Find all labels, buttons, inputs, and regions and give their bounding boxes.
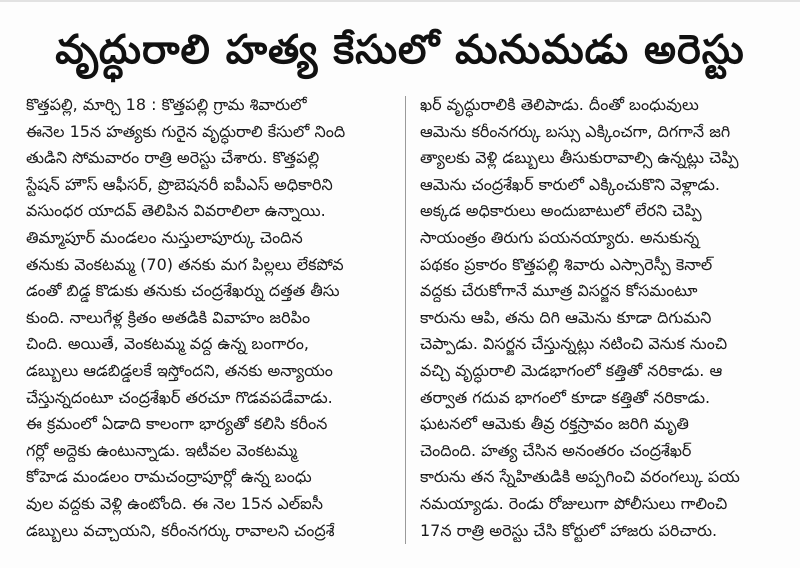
body-line: వుల వద్దకు వెళ్లి ఉంటోంది. ఈ నెల 15న ఎల్ఐసీ xyxy=(26,493,324,513)
body-line: డంతో బిడ్డ కొడుకు తనుకు చంద్రశేఖర్ను దత్తత తీసు xyxy=(26,281,340,301)
body-line: కారును ఆపి, తను దిగి ఆమెను కూడా దిగుమని xyxy=(420,307,712,327)
body-line: చేస్తున్నదంటూ చంద్రశేఖర్ తరచూ గొడవపడేవాడు. xyxy=(26,387,333,407)
article-column-right xyxy=(420,92,774,544)
body-line: నమయ్యాడు. రెండు రోజులుగా పోలీసులు గాలించి xyxy=(420,493,728,513)
article-column-left xyxy=(26,92,394,544)
body-line: ఆమెను కరీంనగర్కు బస్సు ఎక్కించగా, దిగగానే జగి xyxy=(420,121,731,141)
body-line: డబ్బులు ఆడబిడ్డలకే ఇస్తోందని, తనకు అన్యాయం xyxy=(26,360,333,380)
body-line: వచ్చి వృద్ధురాలి మెడభాగంలో కత్తితో నరికాడు. ఆ xyxy=(420,360,723,380)
body-line: ఖర్ వృద్ధురాలికి తెలిపాడు. దీంతో బంధువులు xyxy=(420,95,699,114)
body-line: కోహెడ మండలం రామచంద్రాపూర్లో ఉన్న బంధు xyxy=(26,467,312,487)
body-line: వసుంధర యాదవ్ తెలిపిన వివరాలిలా ఉన్నాయి. xyxy=(26,201,326,221)
body-line: ఘటనలో ఆమెకు తీవ్ర రక్తస్రావం జరిగి మృతి xyxy=(420,414,689,434)
column-divider xyxy=(405,96,406,544)
body-line: తర్వాత గదువ భాగంలో కూడా కత్తితో నరికాడు. xyxy=(420,387,711,407)
body-line: గర్లో అద్దెకు ఉంటున్నాడు. ఇటీవల వెంకటమ్మ xyxy=(26,440,298,460)
body-line: పథకం ప్రకారం కొత్తపల్లి శివారు ఎస్సారెస్పీ కెనాల్ xyxy=(420,254,713,274)
top-rule xyxy=(0,0,800,2)
body-line: తుడిని సోమవారం రాత్రి అరెస్టు చేశారు. కొత్తపల్లి xyxy=(26,148,320,168)
body-line: వద్దకు చేరుకోగానే మూత్ర విసర్జన కోసమంటూ xyxy=(420,281,698,301)
body-line: కారును తన స్నేహితుడికి అప్పగించి వరంగల్కు పయ xyxy=(420,467,740,487)
body-line: సాయంత్రం తిరుగు పయనయ్యారు. అనుకున్న xyxy=(420,227,700,247)
body-line: కుంది. నాలుగేళ్ల క్రితం అతడికి వివాహం జరిపిం xyxy=(26,307,311,327)
body-line: కొత్తపల్లి, మార్చి 18 : కొత్తపల్లి గ్రామ శివారులో xyxy=(26,95,307,114)
body-line: ఈ క్రమంలో ఏడాది కాలంగా భార్యతో కలిసి కరీంన xyxy=(26,414,328,434)
body-line: తనుకు వెంకటమ్మ (70) తనకు మగ పిల్లలు లేకపోవ xyxy=(26,254,344,274)
article-headline: వృద్ధురాలి హత్య కేసులో మనుమడు అరెస్టు xyxy=(55,27,745,73)
body-line: ఆమెను చంద్రశేఖర్ కారులో ఎక్కించుకొని వెళ్లాడు. xyxy=(420,174,720,194)
body-line: స్టేషన్ హౌస్ ఆఫీసర్, ప్రొబెషనరీ ఐపీఎస్ అధికారిని xyxy=(26,174,333,194)
body-line: తిమ్మాపూర్ మండలం నుస్తులాపూర్కు చెందిన xyxy=(26,227,303,247)
body-line: డబ్బులు వచ్చాయని, కరీంనగర్కు రావాలని చంద్రశే xyxy=(26,520,335,540)
body-line: ఈనెల 15న హత్యకు గురైన వృద్ధురాలి కేసులో నింది xyxy=(26,121,346,141)
body-line: చెప్పాడు. విసర్జన చేస్తున్నట్లు నటించి వెనుక నుంచి xyxy=(420,334,728,354)
body-line: అక్కడ అధికారులు అందుబాటులో లేరని చెప్పి xyxy=(420,201,702,221)
body-line: చెందింది. హత్య చేసిన అనంతరం చంద్రశేఖర్ xyxy=(420,440,692,460)
body-line: త్యాలకు వెళ్లి డబ్బులు తీసుకురావాల్సి ఉన్నట్లు చెప్పి xyxy=(420,148,739,168)
body-line: 17న రాత్రి అరెస్టు చేసి కోర్టులో హాజరు పరిచారు. xyxy=(420,520,718,540)
body-line: చింది. అయితే, వెంకటమ్మ వద్ద ఉన్న బంగారం, xyxy=(26,334,309,354)
